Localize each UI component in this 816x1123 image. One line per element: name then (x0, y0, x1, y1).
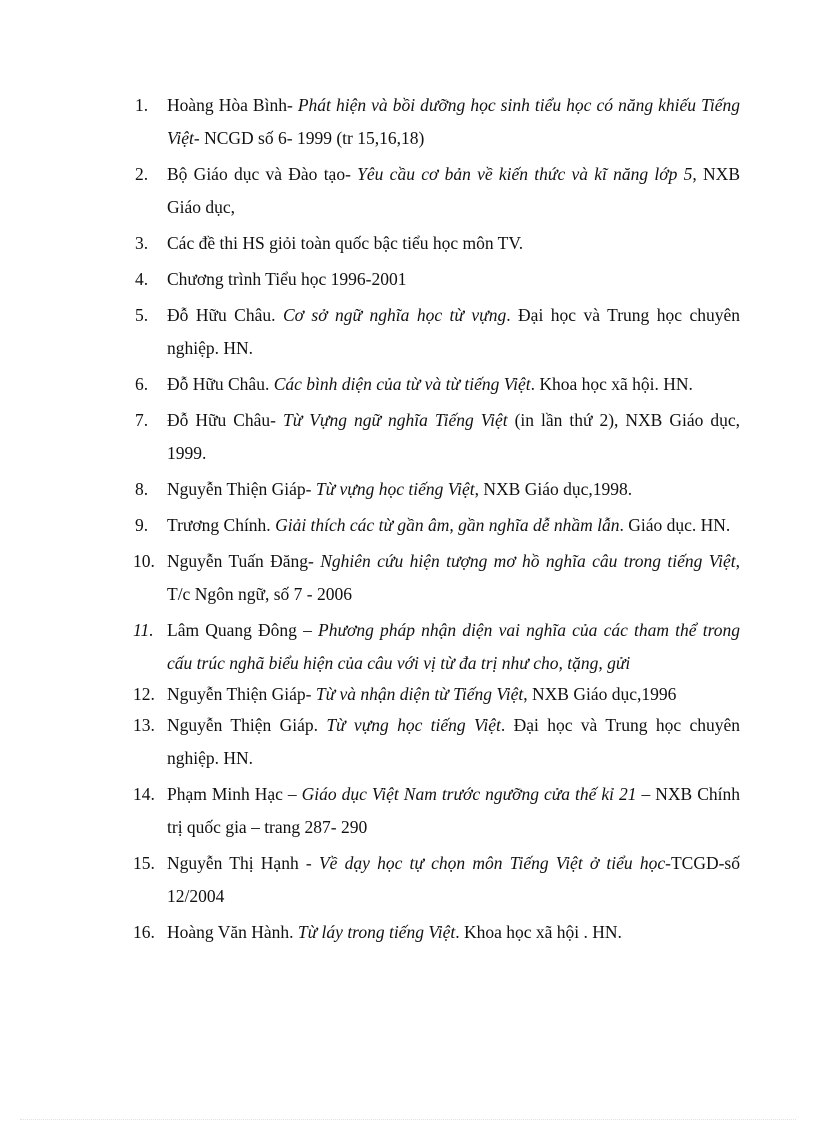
reference-text (167, 158, 740, 224)
reference-title: Về dạy học tự chọn môn Tiếng Việt ở tiểu học (318, 853, 666, 873)
reference-number: 15. (133, 853, 155, 873)
reference-segment: . Đại học và Trung học chuyên nghiệp. HN. (167, 305, 740, 358)
reference-segment: . Đại học và Trung học chuyên nghiệp. HN. (167, 715, 740, 768)
reference-segment: . Khoa học xã hội. HN. (530, 374, 693, 394)
reference-number: 2. (135, 164, 149, 184)
reference-number: 16. (133, 922, 155, 942)
reference-text (167, 227, 740, 260)
reference-title: Giải thích các từ gần âm, gần nghĩa dễ nhầm lẫn (275, 515, 620, 535)
reference-title: Giáo dục Việt Nam trước ngưỡng cửa thế kỉ 21 (301, 784, 637, 804)
reference-text (167, 847, 740, 913)
reference-item (128, 509, 740, 542)
reference-list (128, 89, 740, 952)
reference-segment: Trương Chính. (167, 515, 276, 535)
reference-number: 9. (135, 515, 149, 535)
reference-item (128, 916, 740, 949)
reference-number: 13. (133, 715, 155, 735)
reference-number: 12. (133, 684, 155, 704)
reference-segment: Nguyễn Tuấn Đăng- (167, 551, 321, 571)
reference-text (167, 614, 740, 680)
reference-title: Nghiên cứu hiện tượng mơ hồ nghĩa câu trong tiếng Việt (320, 551, 736, 571)
reference-segment: – NXB Chính trị quốc gia – trang 287- 290 (167, 784, 740, 837)
reference-number: 4. (135, 269, 149, 289)
reference-segment: . Khoa học xã hội . HN. (455, 922, 622, 942)
reference-segment: Nguyễn Thiện Giáp- (167, 684, 316, 704)
reference-title: Phương pháp nhận diện vai nghĩa của các tham thể trong cấu trúc nghã biểu hiện của câu với vị từ đa trị như cho, tặng, gửi (167, 620, 740, 673)
reference-title: Phát hiện và bồi dưỡng học sinh tiểu học có năng khiếu Tiếng Việt (167, 95, 740, 148)
reference-text (167, 778, 740, 844)
reference-number: 10. (133, 551, 155, 571)
reference-number: 14. (133, 784, 155, 804)
reference-segment: Lâm Quang Đông – (167, 620, 318, 640)
reference-item (128, 158, 740, 224)
reference-number: 11. (133, 620, 154, 640)
reference-item (128, 614, 740, 680)
reference-segment: Các đề thi HS giỏi toàn quốc bậc tiểu học môn TV. (167, 233, 524, 253)
reference-segment: - NCGD số 6- 1999 (tr 15,16,18) (193, 128, 425, 148)
reference-text (167, 709, 740, 775)
reference-item (128, 368, 740, 401)
reference-segment: Hoàng Hòa Bình- (167, 95, 298, 115)
reference-title: Từ láy trong tiếng Việt (297, 922, 456, 942)
reference-text (167, 368, 740, 401)
reference-segment: Nguyễn Thiện Giáp. (167, 715, 327, 735)
reference-segment: , T/c Ngôn ngữ, số 7 - 2006 (167, 551, 740, 604)
reference-segment: Chương trình Tiểu học 1996-2001 (167, 269, 407, 289)
reference-segment: (in lần thứ 2), NXB Giáo dục, 1999. (167, 410, 740, 463)
reference-text (167, 89, 740, 155)
reference-title: Từ vựng học tiếng Việt (326, 715, 501, 735)
reference-number: 5. (135, 305, 149, 325)
reference-title: Cơ sở ngữ nghĩa học từ vựng (282, 305, 507, 325)
reference-text (167, 916, 740, 949)
reference-item (128, 678, 740, 711)
reference-segment: Hoàng Văn Hành. (167, 922, 298, 942)
reference-segment: Bộ Giáo dục và Đào tạo- (167, 164, 358, 184)
reference-title: Từ và nhận diện từ Tiếng Việt (315, 684, 524, 704)
reference-segment: Phạm Minh Hạc – (167, 784, 302, 804)
reference-number: 3. (135, 233, 149, 253)
reference-number: 7. (135, 410, 149, 430)
reference-segment: Đỗ Hữu Châu. (167, 374, 274, 394)
reference-item (128, 227, 740, 260)
reference-segment: , NXB Giáo dục,1998. (474, 479, 633, 499)
reference-segment: Đỗ Hữu Châu- (167, 410, 283, 430)
reference-item (128, 778, 740, 844)
reference-item (128, 89, 740, 155)
reference-segment: . Giáo dục. HN. (619, 515, 731, 535)
reference-number: 6. (135, 374, 149, 394)
reference-text (167, 545, 740, 611)
reference-segment: Đỗ Hữu Châu. (167, 305, 283, 325)
reference-item (128, 263, 740, 296)
reference-title: Yêu cầu cơ bản về kiến thức và kĩ năng lớp 5, (357, 164, 697, 184)
reference-text (167, 299, 740, 365)
reference-item (128, 473, 740, 506)
reference-segment: NXB Giáo dục, (167, 164, 740, 217)
reference-title: Các bình diện của từ và từ tiếng Việt (273, 374, 531, 394)
reference-text (167, 473, 740, 506)
reference-text (167, 263, 740, 296)
reference-segment: Nguyễn Thiện Giáp- (167, 479, 316, 499)
reference-text (167, 404, 740, 470)
reference-item (128, 847, 740, 913)
reference-number: 1. (135, 95, 149, 115)
reference-segment: , NXB Giáo dục,1996 (523, 684, 677, 704)
reference-segment: Nguyễn Thị Hạnh - (167, 853, 319, 873)
reference-number: 8. (135, 479, 149, 499)
page-bottom-divider (20, 1119, 796, 1120)
reference-item (128, 404, 740, 470)
reference-item (128, 709, 740, 775)
reference-text (167, 509, 740, 542)
reference-title: Từ Vựng ngữ nghĩa Tiếng Việt (282, 410, 508, 430)
reference-title: Từ vựng học tiếng Việt (315, 479, 475, 499)
reference-text (167, 678, 740, 711)
reference-item (128, 299, 740, 365)
reference-segment: -TCGD-số 12/2004 (167, 853, 740, 906)
reference-item (128, 545, 740, 611)
